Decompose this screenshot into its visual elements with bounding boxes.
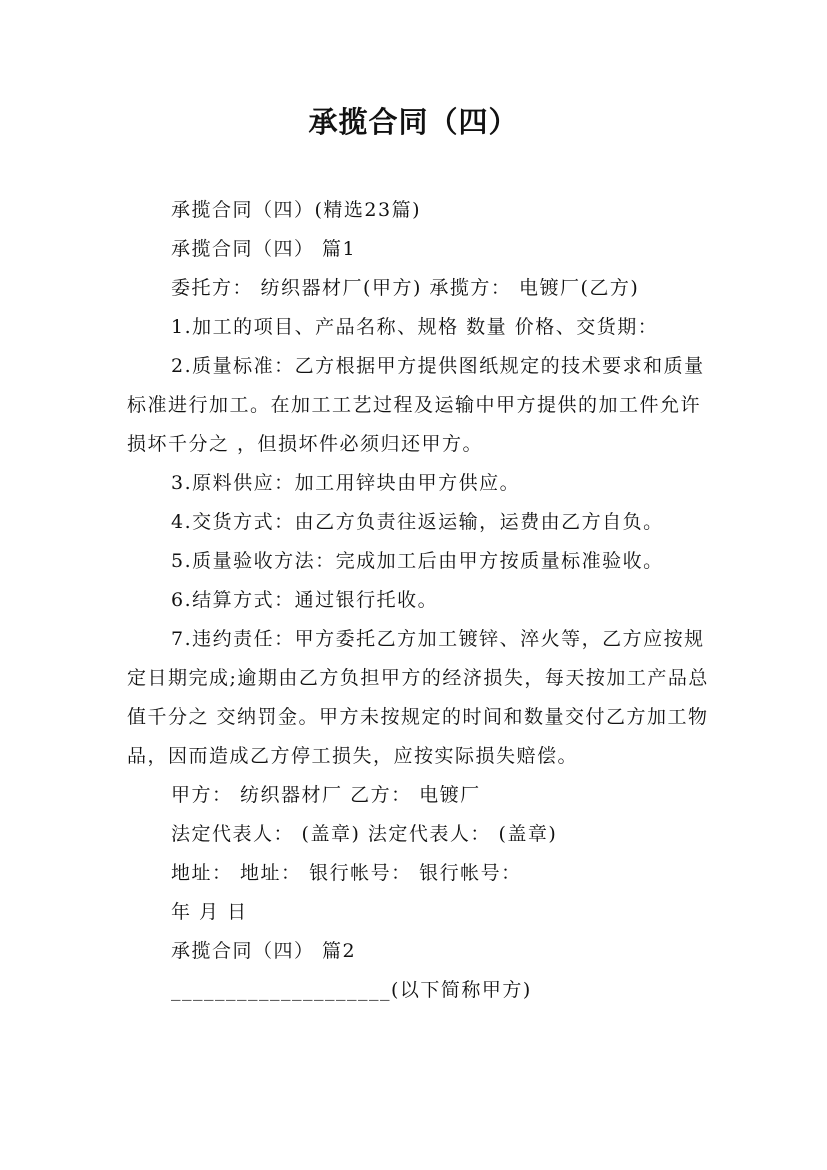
paragraph-clause-5: 5.质量验收方法：完成加工后由甲方按质量标准验收。	[171, 550, 664, 572]
document-title: 承揽合同（四）	[308, 105, 519, 139]
paragraph-clause-6: 6.结算方式：通过银行托收。	[171, 589, 439, 611]
paragraph-clause-7: 7.违约责任：甲方委托乙方加工镀锌、淬火等，乙方应按规定日期完成;逾期由乙方负担甲方的经济损失，每天按加工产品总值千分之 交纳罚金。甲方未按规定的时间和数量交付乙方加工物品，因而造成乙方停工损失，应按实际损失赔偿。	[127, 628, 709, 767]
paragraph-parties: 委托方： 纺织器材厂(甲方) 承揽方： 电镀厂(乙方)	[171, 277, 640, 299]
paragraph-date: 年 月 日	[171, 901, 248, 923]
paragraph-heading-part1: 承揽合同（四） 篇1	[171, 238, 357, 260]
paragraph-heading-part2: 承揽合同（四） 篇2	[171, 940, 357, 962]
paragraph-signatories: 甲方： 纺织器材厂 乙方： 电镀厂	[171, 784, 481, 806]
paragraph-representatives: 法定代表人： (盖章) 法定代表人： (盖章)	[171, 823, 558, 845]
paragraph-subtitle: 承揽合同（四）(精选23篇)	[171, 199, 422, 221]
paragraph-party-a-blank: ____________________(以下简称甲方)	[171, 979, 532, 1001]
paragraph-clause-1: 1.加工的项目、产品名称、规格 数量 价格、交货期：	[171, 316, 659, 338]
paragraph-clause-2: 2.质量标准：乙方根据甲方提供图纸规定的技术要求和质量标准进行加工。在加工工艺过程及运输中甲方提供的加工件允许损坏千分之 ，但损坏件必须归还甲方。	[127, 355, 705, 455]
paragraph-clause-3: 3.原料供应：加工用锌块由甲方供应。	[171, 472, 521, 494]
paragraph-address-bank: 地址： 地址： 银行帐号： 银行帐号：	[171, 862, 522, 884]
paragraph-clause-4: 4.交货方式：由乙方负责往返运输，运费由乙方自负。	[171, 511, 664, 533]
document-body	[127, 191, 717, 1010]
